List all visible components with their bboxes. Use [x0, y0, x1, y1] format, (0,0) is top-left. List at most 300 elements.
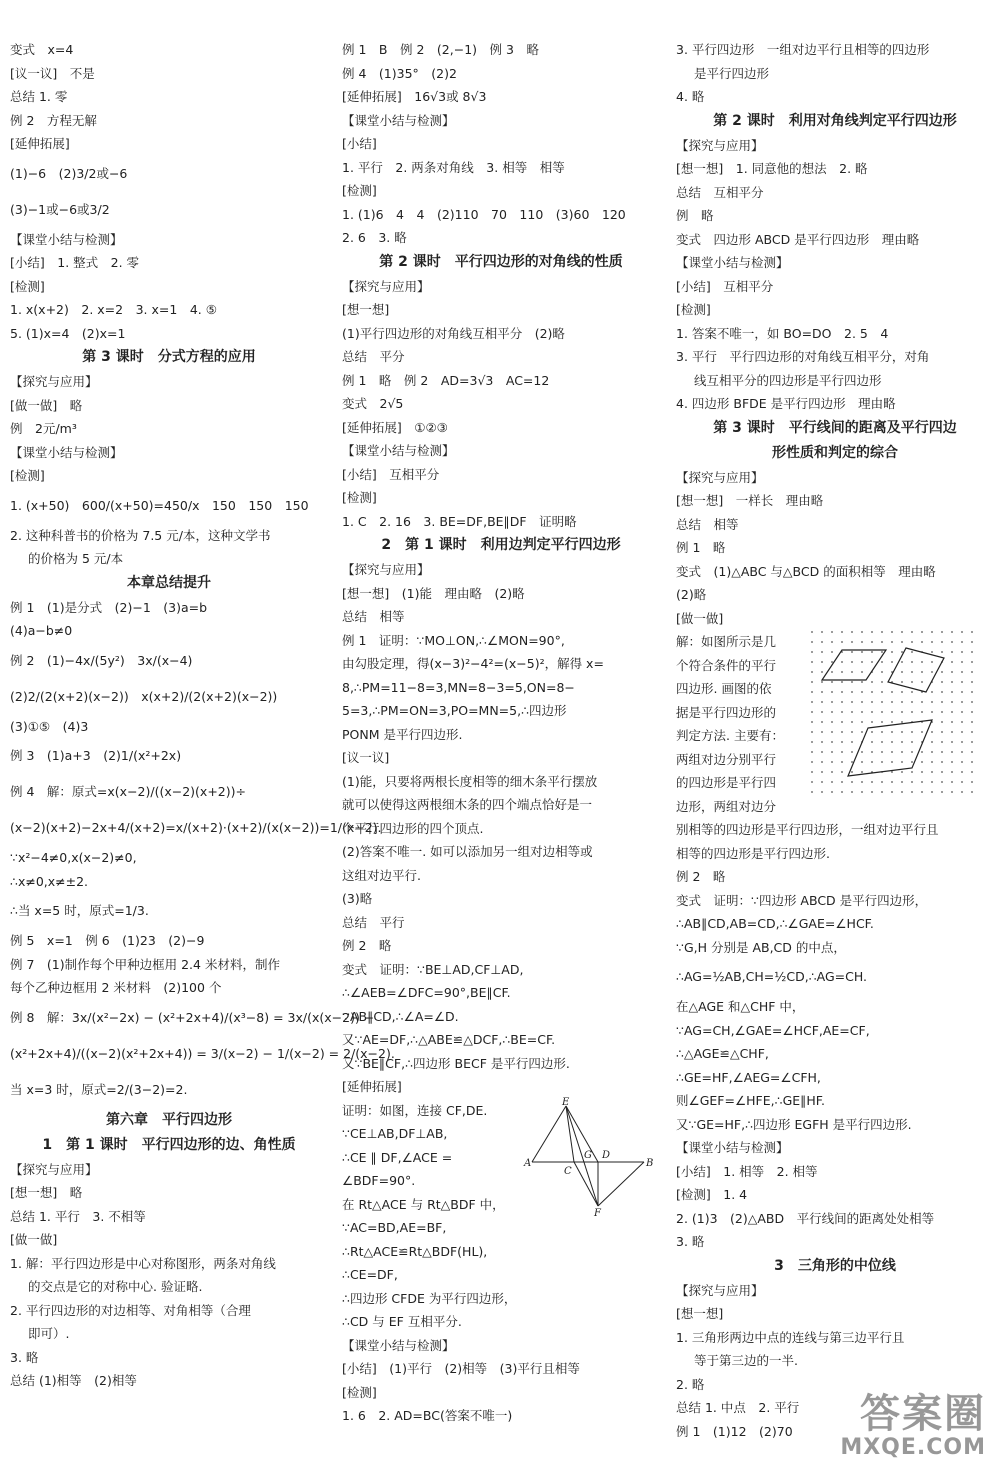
grid-dot — [861, 691, 863, 693]
grid-dot — [951, 641, 953, 643]
text-line: ∵CE⊥AB,DF⊥AB, — [342, 1126, 448, 1141]
grid-dot — [931, 741, 933, 743]
label-e: E — [562, 1097, 570, 1108]
segment-ae — [532, 1106, 566, 1162]
grid-dot — [891, 641, 893, 643]
grid-dot — [941, 631, 943, 633]
grid-dot — [911, 631, 913, 633]
grid-dot — [851, 781, 853, 783]
grid-dot — [931, 791, 933, 793]
grid-dot — [931, 781, 933, 783]
grid-dot — [911, 681, 913, 683]
grid-dot — [871, 681, 873, 683]
text-line: 例 5 x=1 例 6 (1)23 (2)−9 — [10, 933, 205, 948]
grid-dot — [841, 661, 843, 663]
text-line: [检测] — [342, 490, 377, 505]
grid-dot — [971, 781, 973, 783]
grid-dot — [971, 731, 973, 733]
grid-dot — [921, 761, 923, 763]
text-line: (2)略 — [676, 587, 707, 602]
grid-dot — [941, 791, 943, 793]
grid-dot — [831, 731, 833, 733]
text-line: 5. (1)x=4 (2)x=1 — [10, 325, 126, 341]
grid-dot — [951, 791, 953, 793]
text-line: ∵G,H 分别是 AB,CD 的中点， — [676, 939, 846, 955]
text-line: (4)a−b≠0 — [10, 623, 73, 638]
text-line: ∵AB∥CD,∴∠A=∠D. — [342, 1008, 459, 1024]
grid-dot — [871, 651, 873, 653]
grid-dot — [971, 671, 973, 673]
text-line: 则∠GEF=∠HFE,∴GE∥HF. — [676, 1093, 825, 1108]
text-line: 是平行四边形 — [694, 65, 770, 81]
grid-dot — [831, 751, 833, 753]
grid-dot — [931, 651, 933, 653]
text-line: 【探究与应用】 — [676, 1282, 764, 1298]
text-line: 在△AGE 和△CHF 中， — [676, 999, 805, 1014]
text-line: 由勾股定理，得(x−3)²−4²=(x−5)²，解得 x= — [342, 656, 604, 671]
grid-dot — [951, 711, 953, 713]
text-line: (1)平行四边形的对角线互相平分 (2)略 — [342, 325, 565, 341]
grid-dot — [941, 711, 943, 713]
text-line: (1)能，只要将两根长度相等的细木条平行摆放 — [342, 773, 598, 789]
grid-dot — [941, 671, 943, 673]
grid-dot — [891, 771, 893, 773]
text-line: (1)−6 (2)3/2或−6 — [10, 165, 128, 181]
grid-dot — [901, 671, 903, 673]
grid-dot — [841, 701, 843, 703]
text-line: 的交点是它的对称中心. 验证略. — [28, 1279, 203, 1294]
grid-dot — [841, 721, 843, 723]
grid-dot — [861, 711, 863, 713]
grid-dot — [851, 681, 853, 683]
grid-dot — [811, 701, 813, 703]
text-line: [做一做] — [10, 1232, 58, 1247]
text-line: 个平行四边形的四个顶点. — [342, 820, 484, 836]
text-line: 例 2 (1)−4x/(5y²) 3x/(x−4) — [10, 652, 193, 668]
grid-dot — [911, 651, 913, 653]
grid-dot — [921, 661, 923, 663]
grid-dot — [841, 751, 843, 753]
text-line: 【探究与应用】 — [10, 1161, 98, 1177]
text-line: 例 略 — [676, 208, 714, 223]
grid-dot — [861, 661, 863, 663]
grid-dot — [821, 721, 823, 723]
grid-dot — [841, 771, 843, 773]
text-line: 1. (1)6 4 4 (2)110 70 110 (3)60 120 — [342, 206, 626, 222]
grid-dot — [811, 741, 813, 743]
grid-dot — [921, 631, 923, 633]
text-line: 总结 1. 中点 2. 平行 — [676, 1400, 800, 1415]
grid-dot — [871, 631, 873, 633]
grid-dot — [941, 751, 943, 753]
grid-dot — [841, 731, 843, 733]
grid-dot — [971, 631, 973, 633]
grid-dot — [901, 651, 903, 653]
grid-dot — [951, 781, 953, 783]
grid-dot — [931, 711, 933, 713]
grid-dot — [941, 781, 943, 783]
grid-dot — [841, 681, 843, 683]
grid-dot — [911, 771, 913, 773]
grid-dot — [971, 741, 973, 743]
grid-dot — [931, 661, 933, 663]
section-heading: 1 第 1 课时 平行四边形的边、角性质 — [42, 1136, 296, 1153]
text-line: ∴CD 与 EF 互相平分. — [342, 1314, 462, 1329]
text-line: 【课堂小结与检测】 — [342, 112, 455, 128]
text-line: 2. 这种科普书的价格为 7.5 元/本，这种文学书 — [10, 527, 271, 543]
grid-dot — [941, 761, 943, 763]
grid-dot — [851, 771, 853, 773]
text-line: [检测] — [342, 1384, 377, 1400]
grid-dot — [891, 731, 893, 733]
grid-dot — [821, 671, 823, 673]
grid-dot — [861, 751, 863, 753]
grid-dot — [901, 701, 903, 703]
grid-dot — [821, 741, 823, 743]
grid-dot — [961, 741, 963, 743]
text-line: 变式 证明：∵四边形 ABCD 是平行四边形， — [676, 892, 928, 908]
text-line: [小结] 互相平分 — [342, 466, 440, 482]
grid-dot — [901, 631, 903, 633]
text-line: 【探究与应用】 — [676, 137, 764, 153]
grid-dot — [851, 691, 853, 693]
grid-dot — [881, 731, 883, 733]
grid-dot — [871, 761, 873, 763]
grid-dot — [931, 731, 933, 733]
grid-dot — [881, 651, 883, 653]
grid-dot — [901, 751, 903, 753]
text-line: 线互相平分的四边形是平行四边形 — [694, 372, 882, 388]
grid-dot — [971, 761, 973, 763]
text-line: 总结 (1)相等 (2)相等 — [10, 1373, 137, 1388]
segment-ec — [566, 1106, 574, 1162]
grid-dot — [951, 651, 953, 653]
grid-dot — [891, 711, 893, 713]
grid-dot — [941, 691, 943, 693]
text-line: [想一想] — [676, 1306, 724, 1321]
text-line: 又∵AE=DF,∴△ABE≌△DCF,∴BE=CF. — [342, 1032, 556, 1047]
text-line: 判定方法. 主要有： — [676, 728, 784, 743]
grid-dot — [861, 651, 863, 653]
label-d: D — [602, 1150, 611, 1161]
grid-dot — [831, 741, 833, 743]
grid-dot — [931, 631, 933, 633]
grid-dot — [821, 751, 823, 753]
text-line: 例 1 证明：∵MO⊥ON,∴∠MON=90°, — [342, 632, 565, 648]
text-line: ∴AB∥CD,AB=CD,∴∠GAE=∠HCF. — [676, 916, 874, 931]
grid-dot — [921, 771, 923, 773]
grid-dot — [921, 731, 923, 733]
grid-dot — [861, 781, 863, 783]
grid-dot — [861, 731, 863, 733]
grid-dot — [821, 731, 823, 733]
text-line: [小结] 互相平分 — [676, 278, 774, 294]
text-line: ∴当 x=5 时，原式=1/3. — [10, 903, 149, 918]
grid-dot — [851, 661, 853, 663]
text-line: 【课堂小结与检测】 — [342, 443, 455, 458]
text-line: ∴△AGE≌△CHF, — [676, 1046, 769, 1061]
grid-dot — [851, 791, 853, 793]
text-line: 【探究与应用】 — [342, 278, 430, 294]
text-line: 变式 x=4 — [10, 42, 74, 57]
text-line: 【课堂小结与检测】 — [342, 1337, 455, 1353]
parallelogram-1 — [822, 650, 886, 680]
watermark-logo-text: 答案圈 — [860, 1391, 986, 1437]
text-line: [小结] — [342, 136, 377, 151]
grid-dot — [861, 721, 863, 723]
grid-dot — [891, 721, 893, 723]
text-line: (x−2)(x+2)−2x+4/(x+2)=x/(x+2)·(x+2)/(x(x−2))=1/(x−2). — [10, 820, 382, 835]
grid-dot — [911, 731, 913, 733]
text-line: 当 x=3 时，原式=2/(3−2)=2. — [10, 1081, 188, 1097]
text-line: 就可以使得这两根细木条的四个端点恰好是一 — [342, 797, 593, 812]
grid-dot — [881, 781, 883, 783]
text-line: 解：如图所示是几 — [676, 634, 777, 649]
grid-dot — [961, 721, 963, 723]
text-line: 2. (1)3 (2)△ABD 平行线间的距离处处相等 — [676, 1210, 935, 1226]
grid-dot — [811, 671, 813, 673]
grid-dot — [841, 761, 843, 763]
label-g: G — [584, 1150, 592, 1161]
grid-dot — [841, 671, 843, 673]
watermark — [840, 1393, 986, 1460]
grid-dot — [961, 661, 963, 663]
text-line: 【探究与应用】 — [342, 562, 430, 577]
grid-dot — [831, 631, 833, 633]
geometry-figure-cfde — [522, 1097, 654, 1219]
text-line: 例 8 解：3x/(x²−2x) − (x²+2x+4)/(x³−8) = 3x/(x(x−2)) − — [10, 1009, 375, 1025]
text-line: 变式 2√5 — [342, 396, 404, 411]
grid-dot — [901, 641, 903, 643]
text-line: 2. 平行四边形的对边相等、对角相等（合理 — [10, 1302, 251, 1318]
text-line: 【课堂小结与检测】 — [676, 1140, 789, 1155]
section-heading: 第 3 课时 平行线间的距离及平行四边 — [713, 419, 957, 436]
grid-dot — [831, 651, 833, 653]
grid-dot — [911, 781, 913, 783]
grid-dot — [861, 641, 863, 643]
section-heading: 第 3 课时 分式方程的应用 — [82, 349, 256, 365]
text-line: [想一想] 1. 同意他的想法 2. 略 — [676, 161, 868, 176]
text-line: 个符合条件的平行 — [676, 657, 777, 673]
text-line: [小结] (1)平行 (2)相等 (3)平行且相等 — [342, 1361, 580, 1376]
grid-dot — [851, 641, 853, 643]
grid-dot — [861, 631, 863, 633]
grid-dot — [811, 761, 813, 763]
text-line: ∴GE=HF,∠AEG=∠CFH, — [676, 1069, 821, 1085]
grid-dot — [971, 681, 973, 683]
text-line: 总结 1. 平行 3. 不相等 — [10, 1208, 146, 1224]
text-line: 4. 略 — [676, 89, 705, 104]
grid-dot — [891, 751, 893, 753]
text-line: 例 2 方程无解 — [10, 112, 97, 128]
grid-dot — [881, 791, 883, 793]
grid-dot — [961, 771, 963, 773]
label-a: A — [524, 1158, 532, 1169]
text-line: 1. C 2. 16 3. BE=DF,BE∥DF 证明略 — [342, 513, 577, 529]
grid-dot — [961, 681, 963, 683]
grid-dot — [901, 711, 903, 713]
section-heading: 3 三角形的中位线 — [774, 1257, 896, 1274]
grid-dot — [881, 691, 883, 693]
grid-dot — [821, 761, 823, 763]
grid-dot — [931, 751, 933, 753]
grid-dot — [971, 771, 973, 773]
text-line: PONM 是平行四边形. — [342, 726, 463, 742]
grid-dot — [941, 771, 943, 773]
text-line: 1. 平行 2. 两条对角线 3. 相等 相等 — [342, 159, 565, 175]
grid-dot — [891, 661, 893, 663]
text-line: 1. 6 2. AD=BC(答案不唯一) — [342, 1408, 513, 1423]
grid-dot — [911, 691, 913, 693]
grid-dot — [901, 681, 903, 683]
grid-dot — [901, 761, 903, 763]
grid-dot — [831, 691, 833, 693]
text-line: [想一想] 一样长 理由略 — [676, 493, 824, 508]
grid-dot — [811, 681, 813, 683]
grid-dot — [831, 761, 833, 763]
grid-dot — [971, 721, 973, 723]
text-line: 边形，两组对边分 — [676, 798, 777, 814]
text-line: 【课堂小结与检测】 — [676, 255, 789, 270]
text-line: 例 3 (1)a+3 (2)1/(x²+2x) — [10, 748, 182, 763]
text-line: [小结] 1. 整式 2. 零 — [10, 255, 140, 270]
grid-dot — [911, 641, 913, 643]
grid-dot — [961, 751, 963, 753]
text-line: 总结 互相平分 — [676, 184, 764, 200]
text-line: (x²+2x+4)/((x−2)(x²+2x+4)) = 3/(x−2) − 1/(x−2) = 2/(x−2). — [10, 1045, 395, 1061]
grid-dot — [871, 641, 873, 643]
grid-dot — [851, 651, 853, 653]
grid-dot — [811, 791, 813, 793]
grid-dot — [951, 741, 953, 743]
grid-dot — [961, 731, 963, 733]
text-line: ∠BDF=90°. — [342, 1173, 416, 1188]
grid-dot — [891, 781, 893, 783]
text-line: 【课堂小结与检测】 — [10, 231, 123, 247]
grid-dot — [861, 771, 863, 773]
grid-dot — [961, 641, 963, 643]
text-line: 四边形. 画图的依 — [676, 681, 772, 696]
grid-dot — [901, 731, 903, 733]
grid-dot — [881, 711, 883, 713]
text-line: [检测] — [10, 278, 45, 294]
text-line: 3. 平行 平行四边形的对角线互相平分，对角 — [676, 349, 930, 364]
grid-dot — [871, 751, 873, 753]
grid-dot — [861, 791, 863, 793]
text-line: 例 1 略 — [676, 540, 726, 555]
text-line: [检测] — [676, 302, 711, 317]
grid-dot — [831, 771, 833, 773]
grid-dot — [901, 691, 903, 693]
label-f: F — [594, 1208, 601, 1219]
text-line: 1. (x+50) 600/(x+50)=450/x 150 150 150 — [10, 497, 309, 513]
watermark-url: MXQE.COM — [840, 1435, 986, 1460]
text-line: 的四边形是平行四 — [676, 775, 777, 790]
grid-dot — [851, 711, 853, 713]
grid-dot — [811, 781, 813, 783]
grid-dot — [951, 701, 953, 703]
segment-ed — [566, 1106, 598, 1162]
parallelogram-2 — [888, 648, 944, 692]
grid-dot — [901, 721, 903, 723]
grid-dot — [921, 791, 923, 793]
text-line: 变式 四边形 ABCD 是平行四边形 理由略 — [676, 231, 920, 247]
grid-dot — [811, 691, 813, 693]
grid-dot — [871, 791, 873, 793]
grid-dot — [861, 701, 863, 703]
grid-dot — [901, 791, 903, 793]
text-line: ∴∠AEB=∠DFC=90°,BE∥CF. — [342, 985, 511, 1000]
grid-dot — [891, 691, 893, 693]
grid-dot — [921, 751, 923, 753]
text-line: 3. 略 — [10, 1349, 39, 1365]
grid-dot — [961, 761, 963, 763]
grid-dot — [951, 751, 953, 753]
grid-dot — [931, 701, 933, 703]
grid-dot — [891, 701, 893, 703]
grid-dot — [901, 771, 903, 773]
text-line: [想一想] (1)能 理由略 (2)略 — [342, 585, 525, 601]
grid-dot — [971, 751, 973, 753]
text-line: 例 2 略 — [676, 869, 726, 884]
text-line: 每个乙种边框用 2 米材料 (2)100 个 — [10, 980, 222, 995]
grid-parallelograms-figure — [808, 628, 978, 800]
grid-dot — [881, 721, 883, 723]
text-line: [想一想] 略 — [10, 1185, 83, 1200]
grid-dot — [881, 681, 883, 683]
grid-dot — [851, 741, 853, 743]
grid-dot — [861, 671, 863, 673]
text-line: 在 Rt△ACE 与 Rt△BDF 中， — [342, 1196, 505, 1212]
grid-dot — [821, 631, 823, 633]
grid-dot — [921, 641, 923, 643]
grid-dot — [921, 681, 923, 683]
text-line: ∴Rt△ACE≌Rt△BDF(HL), — [342, 1243, 488, 1259]
grid-dot — [931, 641, 933, 643]
text-line: 变式 (1)△ABC 与△BCD 的面积相等 理由略 — [676, 563, 936, 579]
text-line: 又∵BE∥CF,∴四边形 BECF 是平行四边形. — [342, 1055, 570, 1071]
text-line: ∴CE ∥ DF,∠ACE = — [342, 1149, 453, 1165]
text-line: 【探究与应用】 — [676, 469, 764, 485]
grid-dot — [871, 731, 873, 733]
text-line: 总结 平分 — [342, 349, 405, 364]
grid-dot — [951, 681, 953, 683]
grid-dot — [841, 631, 843, 633]
text-line: [做一做] — [676, 610, 724, 626]
text-line: 这组对边平行. — [342, 867, 421, 883]
grid-dot — [861, 761, 863, 763]
text-line: 3. 略 — [676, 1234, 705, 1249]
grid-dot — [811, 711, 813, 713]
section-heading: 第 2 课时 利用对角线判定平行四边形 — [713, 112, 957, 129]
grid-dot — [911, 711, 913, 713]
grid-dot — [891, 651, 893, 653]
grid-dot — [911, 751, 913, 753]
text-line: 例 1 (1)是分式 (2)−1 (3)a=b — [10, 599, 208, 615]
label-b: B — [646, 1158, 654, 1169]
text-line: (3)①⑤ (4)3 — [10, 718, 89, 734]
grid-dot — [871, 701, 873, 703]
text-line: 例 4 解：原式=x(x−2)/((x−2)(x+2))÷ — [10, 784, 246, 799]
grid-dot — [881, 751, 883, 753]
grid-dot — [961, 671, 963, 673]
grid-dot — [821, 691, 823, 693]
text-line: 证明：如图，连接 CF,DE. — [342, 1102, 488, 1118]
grid-dot — [811, 771, 813, 773]
grid-dot — [901, 781, 903, 783]
grid-dot — [891, 761, 893, 763]
grid-dot — [811, 641, 813, 643]
